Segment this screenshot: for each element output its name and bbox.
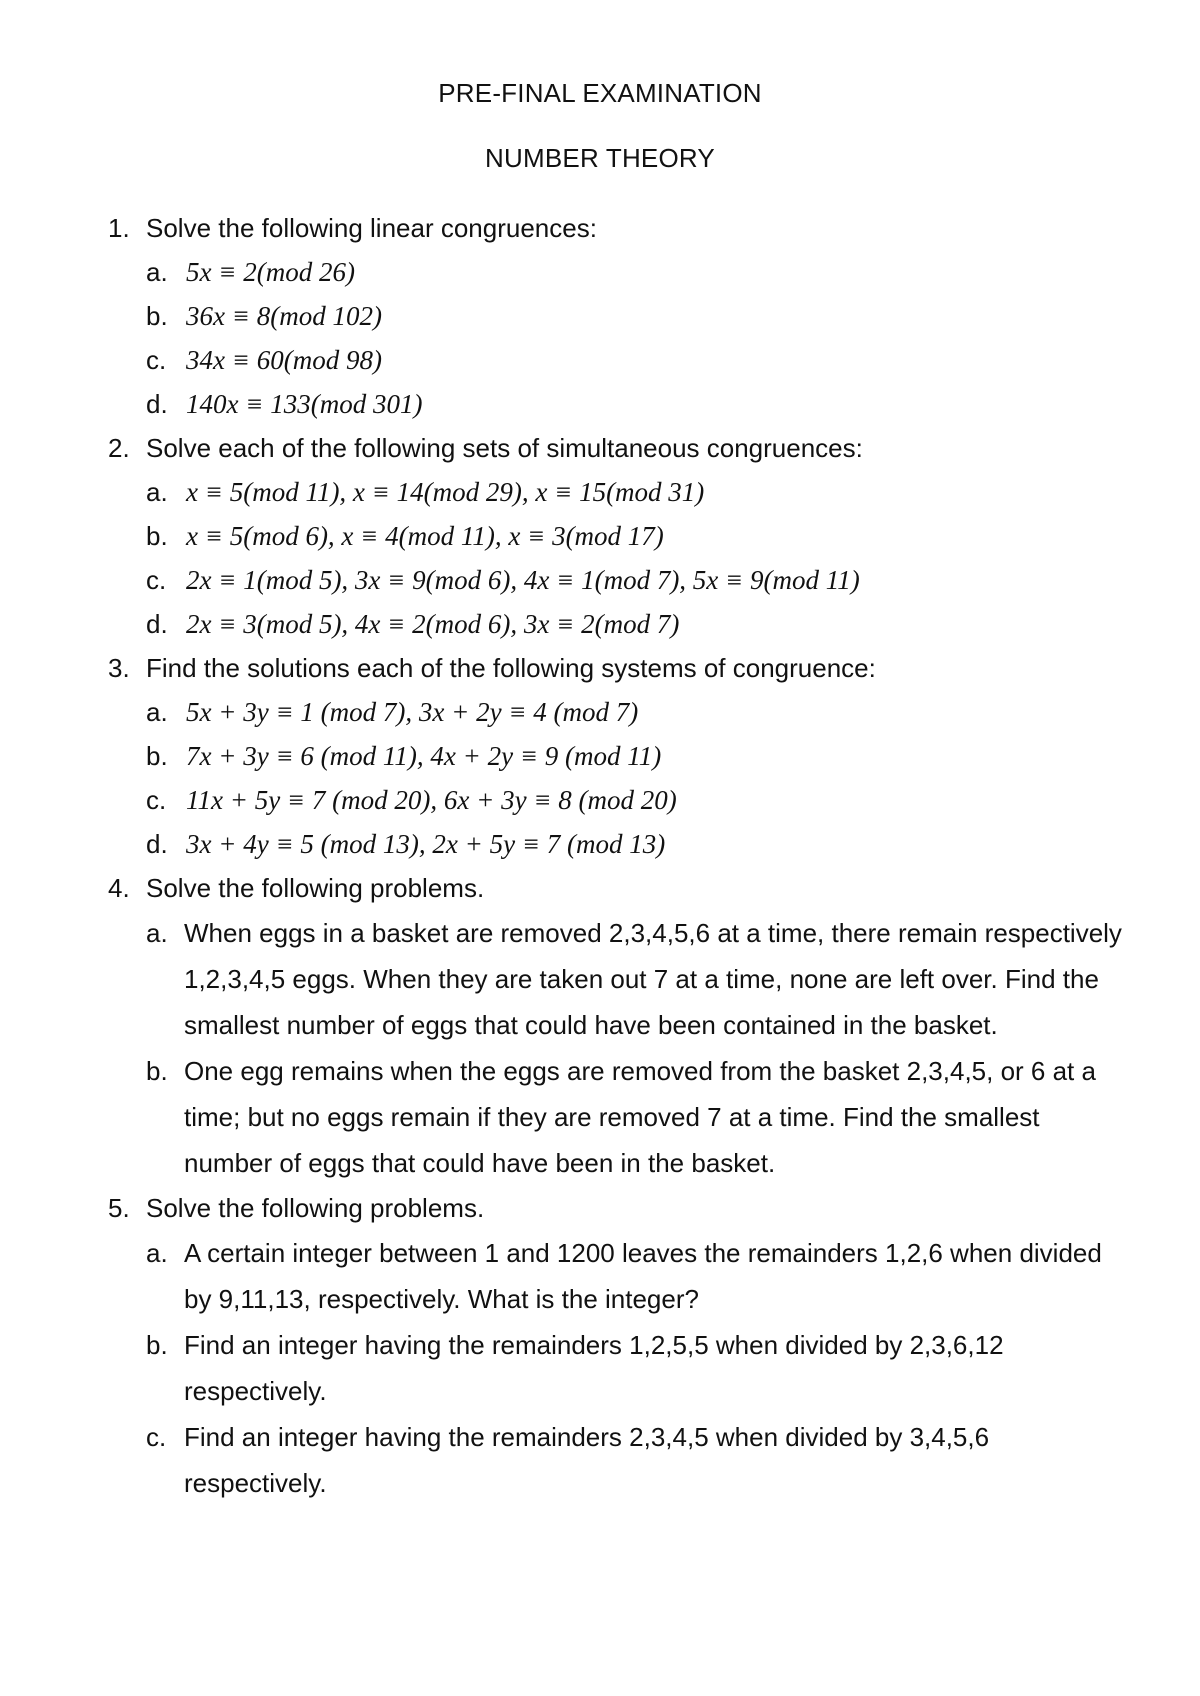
question-heading bbox=[0, 866, 1200, 910]
congruence-expression: 3x + 4y ≡ 5 (mod 13), 2x + 5y ≡ 7 (mod 13) bbox=[186, 829, 666, 859]
item-letter: c. bbox=[146, 345, 167, 375]
word-problem-text: When eggs in a basket are removed 2,3,4,5,6 at a time, there remain respectively 1,2,3,4,5 eggs. When they are taken out 7 at a time, none are left over. Find the smallest number of eggs that could have been contained in the basket. bbox=[184, 918, 1122, 1040]
question-5 bbox=[0, 1186, 1200, 1506]
congruence-expression: 34x ≡ 60(mod 98) bbox=[186, 345, 382, 375]
question-3-item-c bbox=[0, 778, 1200, 822]
congruence-expression: 140x ≡ 133(mod 301) bbox=[186, 389, 423, 419]
question-5-item-c bbox=[0, 1414, 1200, 1506]
question-2-item-a bbox=[0, 470, 1200, 514]
congruence-expression: 36x ≡ 8(mod 102) bbox=[186, 301, 382, 331]
question-number: 3. bbox=[108, 653, 130, 683]
congruence-expression: x ≡ 5(mod 6), x ≡ 4(mod 11), x ≡ 3(mod 17) bbox=[186, 521, 664, 551]
question-2-item-d bbox=[0, 602, 1200, 646]
question-heading bbox=[0, 1186, 1200, 1230]
congruence-expression: 2x ≡ 3(mod 5), 4x ≡ 2(mod 6), 3x ≡ 2(mod 7) bbox=[186, 609, 680, 639]
item-letter: b. bbox=[146, 521, 168, 551]
word-problem-text: Find an integer having the remainders 2,3,4,5 when divided by 3,4,5,6 respectively. bbox=[184, 1422, 990, 1498]
item-letter: d. bbox=[146, 609, 168, 639]
question-number: 2. bbox=[108, 433, 130, 463]
question-2-item-b bbox=[0, 514, 1200, 558]
question-heading bbox=[0, 206, 1200, 250]
congruence-expression: 11x + 5y ≡ 7 (mod 20), 6x + 3y ≡ 8 (mod 20) bbox=[186, 785, 677, 815]
question-number: 1. bbox=[108, 213, 130, 243]
item-letter: d. bbox=[146, 389, 168, 419]
word-problem-text: A certain integer between 1 and 1200 leaves the remainders 1,2,6 when divided by 9,11,13, respectively. What is the integer? bbox=[184, 1238, 1102, 1314]
question-5-item-b bbox=[0, 1322, 1200, 1414]
exam-title: PRE-FINAL EXAMINATION bbox=[438, 78, 762, 108]
item-letter: a. bbox=[146, 697, 168, 727]
question-prompt: Solve each of the following sets of simultaneous congruences: bbox=[146, 433, 863, 463]
exam-subject: NUMBER THEORY bbox=[485, 143, 715, 173]
item-letter: b. bbox=[146, 1056, 168, 1086]
question-prompt: Solve the following problems. bbox=[146, 1193, 485, 1223]
item-letter: c. bbox=[146, 785, 167, 815]
question-list bbox=[0, 206, 1200, 1506]
question-number: 5. bbox=[108, 1193, 130, 1223]
item-letter: b. bbox=[146, 301, 168, 331]
question-heading bbox=[0, 426, 1200, 470]
question-4-item-b bbox=[0, 1048, 1200, 1186]
item-letter: c. bbox=[146, 1422, 167, 1452]
word-problem-text: Find an integer having the remainders 1,2,5,5 when divided by 2,3,6,12 respectively. bbox=[184, 1330, 1004, 1406]
item-letter: d. bbox=[146, 829, 168, 859]
question-1-item-a bbox=[0, 250, 1200, 294]
congruence-expression: x ≡ 5(mod 11), x ≡ 14(mod 29), x ≡ 15(mod 31) bbox=[186, 477, 705, 507]
question-5-item-a bbox=[0, 1230, 1200, 1322]
question-prompt: Solve the following linear congruences: bbox=[146, 213, 597, 243]
question-3-item-a bbox=[0, 690, 1200, 734]
question-prompt: Solve the following problems. bbox=[146, 873, 485, 903]
congruence-expression: 2x ≡ 1(mod 5), 3x ≡ 9(mod 6), 4x ≡ 1(mod 7), 5x ≡ 9(mod 11) bbox=[186, 565, 860, 595]
congruence-expression: 5x ≡ 2(mod 26) bbox=[186, 257, 355, 287]
question-3 bbox=[0, 646, 1200, 866]
question-prompt: Find the solutions each of the following systems of congruence: bbox=[146, 653, 876, 683]
question-2-item-c bbox=[0, 558, 1200, 602]
question-3-item-d bbox=[0, 822, 1200, 866]
question-3-item-b bbox=[0, 734, 1200, 778]
question-1-item-b bbox=[0, 294, 1200, 338]
question-heading bbox=[0, 646, 1200, 690]
item-letter: c. bbox=[146, 565, 167, 595]
question-1 bbox=[0, 206, 1200, 426]
word-problem-text: One egg remains when the eggs are removed from the basket 2,3,4,5, or 6 at a time; but no eggs remain if they are removed 7 at a time. Find the smallest number of eggs that could have been in the basket. bbox=[184, 1056, 1096, 1178]
question-4 bbox=[0, 866, 1200, 1186]
item-letter: a. bbox=[146, 257, 168, 287]
item-letter: a. bbox=[146, 918, 168, 948]
item-letter: b. bbox=[146, 741, 168, 771]
item-letter: a. bbox=[146, 477, 168, 507]
question-1-item-c bbox=[0, 338, 1200, 382]
congruence-expression: 5x + 3y ≡ 1 (mod 7), 3x + 2y ≡ 4 (mod 7) bbox=[186, 697, 639, 727]
item-letter: a. bbox=[146, 1238, 168, 1268]
question-4-item-a bbox=[0, 910, 1200, 1048]
question-2 bbox=[0, 426, 1200, 646]
question-1-item-d bbox=[0, 382, 1200, 426]
congruence-expression: 7x + 3y ≡ 6 (mod 11), 4x + 2y ≡ 9 (mod 11) bbox=[186, 741, 662, 771]
question-number: 4. bbox=[108, 873, 130, 903]
item-letter: b. bbox=[146, 1330, 168, 1360]
